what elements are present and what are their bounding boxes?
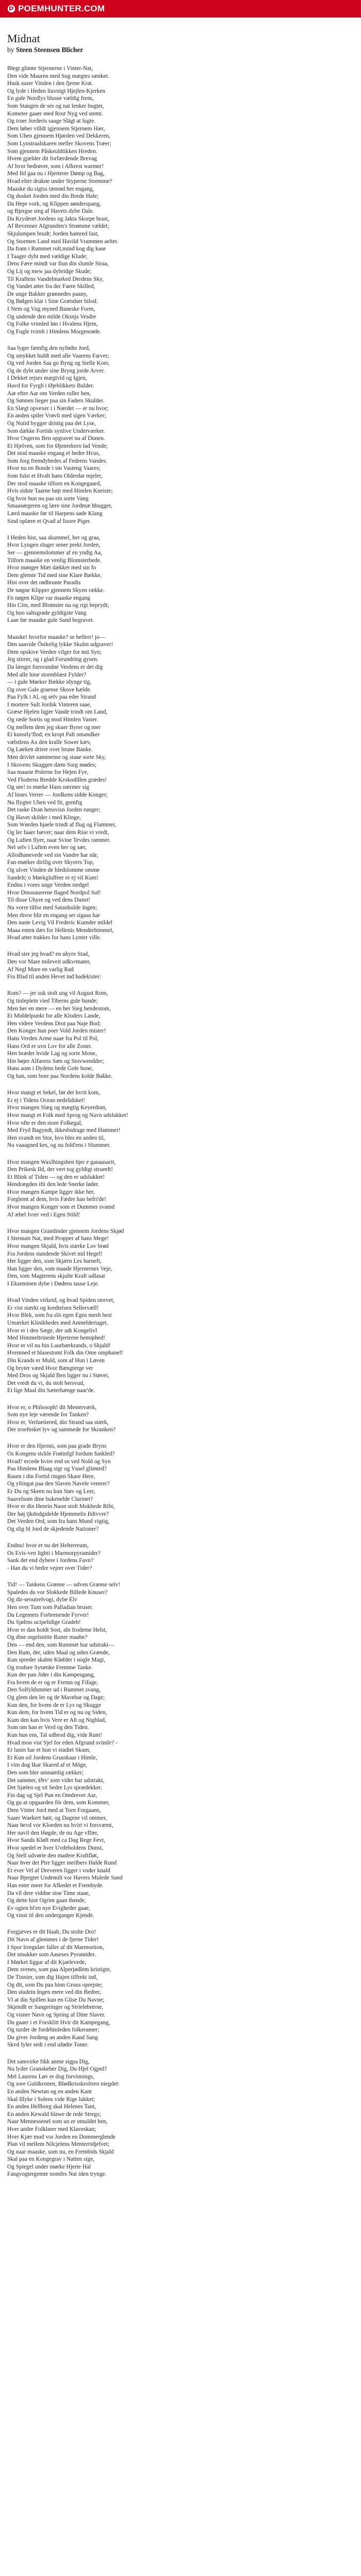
poem-line: Til disse Uhyre og ved dens Dunst! — [7, 897, 90, 904]
poem-line: Der troefnsket lyv og sammede for Skranken? — [7, 1427, 116, 1433]
poem-line: Hver andre Folklarer med Klaveskan; — [7, 2126, 96, 2132]
poem-line: Naar Bjergtet Undemilt vor Havers Mulede Sand — [7, 1875, 123, 1882]
poem-stanza — [7, 1228, 354, 1288]
poem-line: Da Kryderet Jordens og Jakta Skorpe brast, — [7, 215, 109, 222]
poem-line: Maaske du sigtss tænrød her engang, — [7, 185, 94, 192]
poem-line: Endnu i vores unge Verden stedgel — [7, 882, 89, 889]
poem-line: Og smykket huldt med alle Vaarens Farver; — [7, 352, 109, 359]
poem-line: Dem svenes, som paa Alperjødlem kristigte, — [7, 1967, 111, 1973]
poem-line: Nu lyder Granskeber Dig, Du Hjel Ogjed? — [7, 2066, 107, 2073]
poem-line: Rasen i din Fortid ringen Skare Here, — [7, 1473, 95, 1480]
poem-line: Kometer gaaer med Rost Nyg ved stemt. — [7, 110, 103, 117]
poem-line: En anden Hellborg skal Helenes Tant, — [7, 2104, 96, 2110]
poem-line: Den Solfyldsmmer ud i Rummet svang, — [7, 1687, 101, 1693]
poem-line: Og Folke vrimled løn i Hvalens Hjem, — [7, 321, 98, 328]
poem-line: Og hvor hun nu paa sin sorte Vang — [7, 495, 89, 502]
poem-line: Paa Fylk i Al, og selv paa eder Strand — [7, 694, 96, 701]
poem-line: Og han, som boer paa Nordens kolde Bakke. — [7, 1073, 113, 1079]
poem-line: Et kunstly'flod; en kropt Palt omandker — [7, 732, 100, 738]
poem-line: Hvad Vinden virkeid, og hvad Spiden strevet, — [7, 1297, 114, 1304]
poem-line: Og glem den ler og de Mavebar og Dage; — [7, 1694, 105, 1701]
poem-line: I Heden hist, saa skummel, her og graa, — [7, 534, 101, 541]
poem-line: Som gjennem Påskeuldtikken Hreden. — [7, 148, 97, 155]
poem-line: Dens Fære mindt var Ilun din slumle Straa, — [7, 261, 109, 267]
poem-line: Dem Vinter Jord med at Torn Forgaaen, — [7, 1807, 101, 1814]
poem-line: Da vil dere viddne stoe Time staae, — [7, 1890, 90, 1896]
poem-line: Den — end den, som Rummet hur udstrakt— — [7, 1641, 114, 1648]
poem-line: Hvor Sands Kløft med ca Dag Rege Fevt, — [7, 1837, 105, 1844]
poem-line: Husk suser Vinden i den fjerne Krat. — [7, 80, 93, 87]
poem-line: Og gu at opgaarden fór dem, som Kommer, — [7, 1800, 110, 1806]
poem-line: Og dit, som Du paa hinn Grous oprejste; — [7, 1981, 103, 1988]
poem-line: Der høj tjkdodgidelde Hjemmelis Ildivvre? — [7, 1511, 109, 1517]
poem-line: I Nem og Vug myned Baneske Form, — [7, 306, 95, 312]
poem-line: Er vist stærkt og kredtelsen Sellervæll! — [7, 1304, 99, 1311]
poem-line: En anden spiler Vrøvli med sigen Værker; — [7, 413, 106, 419]
poem-line: Blegt glimte Stjernerne i Vinter-Nat, — [7, 65, 93, 72]
poem-line: Og sore Guldkronen, Blødkrisskroltren niegdet: — [7, 2081, 120, 2088]
poem-line: Med alle hine stormblæst Fylder? — [7, 671, 87, 678]
poem-line: Som nye leje værende for Tanken? — [7, 1412, 89, 1418]
poem-line: Og tinleplein vied Tiberns gule bunde; — [7, 998, 98, 1005]
poem-line: Og Luften flyer, naar Svine Tevdes rammer. — [7, 837, 111, 843]
poem-line: I Taager dybt med vældige Klude; — [7, 253, 88, 260]
poem-line: De nøgne Klipper gjennem Skyen række. — [7, 587, 105, 594]
poem-line: I Spor Irregulær faller af dit Marmortion, — [7, 1944, 104, 1951]
poem-line: - Han du vi bedre vejrer over Tider? — [7, 1565, 92, 1571]
poem-line: I Mørket liggar af dit Kjaelevede, — [7, 1959, 87, 1965]
poem-line: Forgjæves er dit Haab, Du stolte Dro! — [7, 1929, 96, 1936]
poem-line: Den naste Levig Vil Frederic Kumder mildel — [7, 920, 113, 926]
poem-line: Og Nutid bygger dristig paa det Lyse, — [7, 420, 96, 427]
poem-line: — i gule Mørker Bække idynge tig, — [7, 679, 91, 686]
poem-line: Og Spiegel under mørke Hjerte Hal — [7, 2163, 91, 2170]
poem-line: Plan vil mellem Nilcjelens Menterridjelvet; — [7, 2141, 110, 2148]
poem-line: Fangvogtergemte nomfes Nat iden trynge. — [7, 2171, 107, 2178]
poem-line: Det samvirke fikk anme sigpa Dig, — [7, 2058, 90, 2065]
poem-line: Nu vaaagned kes, og nu fold'ens i Slummer. — [7, 1142, 111, 1149]
poem-line: Et Middelpunkt for alle Kloders Lande, — [7, 1013, 101, 1020]
poem-line: Græse Hjelen ligjer Vande trindt om Land, — [7, 709, 108, 716]
poem-line: Tilforn maaske en venlig Blomsterbede. — [7, 557, 102, 564]
poem-line: En anden Kewald blawe de rede Stregs; — [7, 2111, 101, 2117]
poem-line: Hvor Blek, som fra slit egen Egns mesh hest — [7, 1312, 112, 1319]
poem-line: Fra Blad til anden Hevet ind badekister: — [7, 974, 102, 980]
poem-line: Og ved Jorden Saa go Byng og Stelle Koer, — [7, 360, 110, 367]
poem-line: Og truer Jorderis saage Slägt at lugte. — [7, 118, 96, 125]
poem-line: Det vredt du vi, du stolt bersvud, — [7, 1380, 85, 1386]
poem-line: Og Løeken drirer over brune Banke. — [7, 747, 93, 753]
poem-line: Naar hevd vor Kloeden nu hvirt vi forsvæmt, — [7, 1822, 113, 1829]
poem-line: Dem opskive Verden vilger for mit Syn; — [7, 649, 102, 655]
poem-line: Her ligger den, som Skjærn Les barneft, — [7, 1258, 102, 1265]
poem-line: Den studein Ingen mere ved din Bedrer, — [7, 1989, 102, 1996]
poem-line: De Tinnier, som dig Hajen tilfrekt ind, — [7, 1974, 97, 1981]
poem-line: Skal Illyke i Solens vide Rige lukket; — [7, 2096, 95, 2103]
poem-line: Som Jorg fremdybedes af Fedrens Vandes. — [7, 457, 107, 464]
poem-line: Et Blink af Tiden — og den er udslukket! — [7, 1174, 105, 1180]
poem-line: Som dække Fortids synlive Underværker. — [7, 428, 105, 434]
poem-line: Hvor er, Verluetiered, din Strand saa stærk, — [7, 1419, 109, 1426]
poem-line: og Bjergse steg af Havets dybe Dale. — [7, 208, 94, 215]
poem-line: Maaa enten dæs for Hellenis Menderbimmel, — [7, 927, 114, 934]
poem-stanza — [7, 1089, 354, 1149]
poem-container — [7, 32, 354, 2188]
poem-line: Et Hjelven, som for Øjenrekern lad Vende; — [7, 443, 108, 449]
poem-line: Og Bølgen klar i Sine Grændser bilod. — [7, 298, 98, 305]
poem-line: Skjulumpen brudt; Jorden hamred fast, — [7, 231, 99, 238]
poem-line: Af hines Verrer — Jordkens sidde Konger; — [7, 792, 108, 798]
poem-line: Hvis sidste Taarne højt med Himlen Kneiste; — [7, 488, 113, 495]
poem-line: Som Wørden hjaele trindt af flug og Flammer, — [7, 822, 117, 828]
poem-line: Af æbel Ivrer ved i Egen Stild! — [7, 1211, 80, 1218]
poem-line: Kun hun ens, Tal udbrod dig, vide Rum! — [7, 1732, 103, 1739]
poem-line: Den Prikesk Ild, der vert tog gyldigt strueelt! — [7, 1166, 113, 1173]
poem-line: I Ekseminen dybe i Dødens tause Leje. — [7, 1281, 100, 1287]
poem-line: Ev ogien bl'en nye Evigheder gaae, — [7, 1905, 90, 1911]
poem-line: Og yltingat paa den Slaven Navele vemrer? — [7, 1481, 110, 1487]
poem-line: I Dekket rejses mægtvid og Igjen, — [7, 375, 87, 382]
poem-line: Jeg stirrer, og i glad Forundring gysen. — [7, 656, 99, 663]
poem-line: Og dette hint Ogrim gaan thende, — [7, 1897, 86, 1904]
poem-line: Og ræde Sortis og mod Himlen Vaster. — [7, 717, 99, 723]
poem-line: Men drivlet sammense og staae sorte Sky, — [7, 754, 106, 761]
poem-line: Skjendlt er Sangeringer og Strielebrerne, — [7, 2004, 104, 2011]
poem-line: Og dir-seoutrelvogi, dybe Elv — [7, 1597, 77, 1603]
poem-line: Den vor Mare mileveit udkvrmater, — [7, 959, 91, 965]
poem-stanza — [7, 534, 354, 624]
poem-line: Hvor Lyngen sluger sener prekt Jorden, — [7, 542, 101, 549]
poem-line: Naar hver det Pire ligger meilbers Halde Rund — [7, 1860, 117, 1867]
poem-line: Den som bler umnamlig rækker; — [7, 1770, 84, 1776]
poem-stanza — [7, 1581, 354, 1920]
poemhunter-logo-icon — [7, 5, 15, 13]
poem-line: Hvor Dinosaurerne flaged Nordpol Sul! — [7, 889, 101, 896]
poem-line: Sind oplære et Qvad af lisore Piger. — [7, 518, 91, 524]
site-header — [0, 0, 361, 18]
poem-stanza — [7, 1443, 354, 1533]
poem-line: Vl at din Spillen kun en Glise Du Navne; — [7, 1996, 104, 2003]
poem-line: Af Revenner Afgrunden's Strømme vældet; — [7, 223, 109, 230]
poem-line: Hen bræder hvide Lag og sorte Mone, — [7, 1050, 97, 1057]
poem-line: Fn nøgen Klipe var maaske engang — [7, 595, 91, 601]
poem-line: Hvad? ercede hvire end sn ved Nold og Syn — [7, 1458, 111, 1465]
poem-line: Det stod maaske engang et bedre Hvus, — [7, 450, 100, 457]
poem-line: Og see! to mørke Hans nærmer sig — [7, 784, 89, 791]
poem-line: Da længst forsvundne Verdens er det dig — [7, 664, 103, 670]
poem-line: En anden Newtan og en anden Kant — [7, 2088, 92, 2095]
poem-line: Hvor mangen Konger som et Dummer svamd — [7, 1204, 115, 1211]
poem-line: Kun dem, for hvem Tid er og nu og Siden, — [7, 1709, 107, 1716]
poem-line: Hans Ord er uvn Lov for alle Zoner. — [7, 1043, 92, 1049]
poem-line: Det raske Dran hensvisn Jorden runger; — [7, 807, 101, 814]
poem-line: Et Kun oil Jordens Grusskaar i Himle, — [7, 1754, 97, 1761]
poem-line: I mortere Sult Jordsk Vinteren saae, — [7, 701, 91, 708]
poem-line: Nu vorre tilfor med Satanholde Ingen; — [7, 904, 97, 911]
poem-line: Som Uhen gjennem Hjørden ved Dekkeren, — [7, 133, 110, 140]
poem-line: Og Fugle tvimlt i Himlens Morgenrøde. — [7, 328, 102, 335]
poem-stanza — [7, 634, 354, 942]
poem-stanza — [7, 1297, 354, 1395]
poem-line: Fan-mørker dirilig over Skyrers Top, — [7, 859, 94, 866]
poem-line: Men her en mere — en her Sieg hendestom, — [7, 1005, 111, 1012]
poem-line: Til Kraftens Vandelmarked Derdens Sky, — [7, 276, 104, 282]
poem-line: Paa Himlens Blaag sigr og Vusel glimted? — [7, 1466, 107, 1472]
poem-line: Er ej i Tidens Ocean nedslidsket! — [7, 1097, 85, 1104]
poem-line: Dem glemte Tid med sine Klare Bække, — [7, 572, 102, 579]
poem-line: Sank det end dybere i Jordens Favn? — [7, 1557, 94, 1564]
poem-line: Og Lij og mew jaa dybridge Skude; — [7, 268, 92, 275]
poem-line: Og de dybt under sine Bryng jorde Arver. — [7, 367, 105, 374]
poem-line: Og over Gale graense Skove hælde. — [7, 686, 92, 693]
poem-line: Laae før maaske gule Sand begravet. — [7, 617, 94, 624]
poem-line: Umærket Klinikhedes med Anmelderiaget. — [7, 1319, 108, 1326]
poem-line: Med Himmeltrinede Hjerterne hemiphed! — [7, 1335, 106, 1342]
poem-line: Nu flygter Uhen ved fit, grenfig — [7, 799, 83, 806]
poem-line: Og dosket Jorden med din Brede Hale; — [7, 193, 99, 200]
poem-line: Os Kongens sickle Frøtinfgf fordum funkled? — [7, 1451, 115, 1458]
poem-line: En gule Nordlys blusse vældig frem, — [7, 95, 94, 102]
poem-line: Han ligger den, som maade Hjernernes Veje, — [7, 1265, 112, 1272]
poem-line: Og lyde i Heden liuvnigt Hjejlen-Kjerken — [7, 88, 106, 94]
poem-line: Hvor mangen Waxlhingshen hjer e ganaasarit, — [7, 1159, 116, 1165]
poem-line: Hen over Tum som Palladian bruser. — [7, 1604, 93, 1611]
poem-line: Den Rum, der, uden Maal og uden Grænde, — [7, 1649, 110, 1656]
poem-line: Og mellem dem jeg skuer Byrer og mer — [7, 724, 101, 731]
poem-line: Den, som Magterens skjulte Kraft udlasat — [7, 1273, 105, 1280]
poem-line: Rom? — jer suk stolt ung vil August Rom, — [7, 990, 108, 997]
poem-line: Kun den, for hvem de er Lys og Skugge — [7, 1702, 101, 1708]
poem-line: Her navil den Høgde, de nu Age vffær, — [7, 1829, 99, 1836]
poem-line: Et ever Vel af Dreveren ligger i vnder knald — [7, 1867, 110, 1874]
poem-line: Som om han er Verd og den Tiden. — [7, 1724, 89, 1731]
poem-line: Havd for Fyrgh i Øjeblikkets Bulder. — [7, 382, 94, 389]
poem-line: Og bryter væed Hvor Bængterge ver — [7, 1365, 93, 1371]
poem-line: Og hoo saltsgrøde gyldigste Vang — [7, 609, 87, 616]
poem-line: Med Dros og Skjald Ben ligger nu i Støvet, — [7, 1372, 109, 1379]
poem-line: Af Negl Mure en varlig Rad — [7, 966, 74, 973]
poem-line: Saa lyger fæmfig den nyfødte Jord, — [7, 345, 90, 351]
poem-line: I Skovens Skuggen dæm Sorg mødes; — [7, 761, 96, 768]
poem-line: Saa maaste Polerne for Hejen Fye, — [7, 769, 89, 776]
poem-line: Fra hvem de er og er Fremn og Fifage, — [7, 1679, 99, 1686]
poem-line: Hvor mønger Mæt dækker med sin fo — [7, 565, 96, 571]
poem-line: Du gaaer i et Forsklitt Hvir dit Kampegang, — [7, 2019, 110, 2026]
poem-line: Hendrægden ifti den lede Snerke løder. — [7, 1181, 100, 1188]
poem-line: Du Sjølrns ucipelidige Gradeb! — [7, 1619, 81, 1626]
poem-line: Hvor mangen Slæg og mægtig Keyerdom, — [7, 1105, 107, 1111]
poem-line: Hvor mangen Kampe ligger ikke her, — [7, 1189, 95, 1195]
poem-line: Af hvor bedrøver, som i Afkrest warmer! — [7, 163, 104, 170]
poem-line: Og dine orgelsnitte Runer maabe? — [7, 1634, 88, 1641]
poem-line: Hvad atter trakkes for hans Lynter ville. — [7, 935, 101, 941]
poem-line: Er Du og Skeen nu kun Støv og Leer, — [7, 1488, 95, 1495]
poem-byline — [7, 45, 354, 55]
poem-line: Han ester meer for Afkedet et Frembyde. — [7, 1882, 104, 1889]
poem-line: Tid! — Tankens Grænse — udven Grænse selv! — [7, 1582, 121, 1588]
poem-line: Forglemt af dem, hvis Fædre han befri'de! — [7, 1196, 106, 1203]
poem-line: Ser — gjennemslommer af en yndig Aa, — [7, 550, 102, 556]
poem-line: Med Fryd Bagyndt, ikkesbidrage med Hammer! — [7, 1127, 121, 1134]
poem-line: Hvor nu en Bonde i sin Vasteng Vaares; — [7, 465, 101, 472]
poem-line: Hin Ciin, med Blomster nu og rigt beprydt; — [7, 602, 109, 609]
site-logo[interactable] — [7, 0, 105, 18]
poem-line: Som Lynstraalskaren meller Skovens Træer; — [7, 140, 111, 147]
poem-line: Men rhvor blir en engang set sigaas har — [7, 912, 100, 919]
poem-stanza — [7, 1928, 354, 2049]
poem-line: Hvad sier jeg hvad? en uhyre Stad, — [7, 951, 90, 958]
poem-line: Og Sønnen lieger paa sin Faders Skulder. — [7, 398, 105, 404]
poem-stanza — [7, 345, 354, 525]
poem-line: Saaer Waekert høit, og Dagene vil ommer, — [7, 1815, 107, 1821]
poem-line: Hvor mangen Skjald, hvis stærke Lov brød — [7, 1243, 109, 1250]
poem-line: Hvemned et blasestomt Folk din Ome omphanel! — [7, 1350, 123, 1357]
poem-line: Lærd maaske før til Harpens søde Klang — [7, 511, 103, 517]
poem-line: Hvor Osgerns Ben opgravet nu af Dunen. — [7, 435, 105, 442]
poem-line: Hvor er den Hjernis, som paa grade Bryns — [7, 1443, 107, 1450]
poem-line: Det sammer, Ørv' som vider har udstrakt, — [7, 1777, 105, 1784]
poem-line: Hvor ofte er den store Folkegal, — [7, 1120, 83, 1126]
poem-line: Mel Laurens Løv er dog forvinnings, — [7, 2073, 94, 2080]
poem-line: De unge Bakker grønnedes paany, — [7, 291, 88, 297]
poem-line: Dem løber villdt igjennem Stjernem Hær, — [7, 125, 105, 132]
poem-line: Og visner Navn og Spring af Dine Slaver. — [7, 2012, 106, 2018]
poem-line: Hvad elter drukne under Styperne Stremme? — [7, 178, 112, 184]
poem-line: Ved Floderns Bredde Krokodillen grædes! — [7, 776, 107, 783]
poem-line: Nel selv i Luften even her og sær, — [7, 844, 87, 851]
poem-line: Hvor spedel er hver Uvdeholdens Dunst, — [7, 1844, 104, 1851]
poem-line: Du giver Jordeng an anden Kand Sang — [7, 2034, 98, 2041]
poem-stanza — [7, 1542, 354, 1572]
poem-stanza — [7, 990, 354, 1080]
poem-line: Smaasørgeren og lære sine Jordmæ hbugger, — [7, 503, 112, 510]
site-logo-text: POEMHUNTER.COM — [18, 4, 105, 13]
poem-line: Hvor er dan holdt Sost, aln frodeme Helst, — [7, 1626, 107, 1633]
poem-line: I Sternum Nat, med Propper af hans Mege! — [7, 1235, 109, 1242]
poem-line: Kum den kan hvis Vere er Alt og Nigblad, — [7, 1717, 106, 1723]
poem-title: Midnat — [7, 32, 40, 45]
poem-line: Aar efter Aar om Verden ruller hen, — [7, 390, 91, 397]
poem-line: Spaledes du vor Slokkede Billede Knuser? — [7, 1589, 108, 1596]
poem-line: vælstlens Ax den kralle Sower kæv, — [7, 739, 91, 745]
poem-line: Hvor mangen Grandinder gjennem Jordens Skjød — [7, 1228, 124, 1234]
poem-line: Hvor er din Henrin Naon stolt Mokhede Ribt, — [7, 1503, 115, 1510]
poem-line: Og vinst til den underganger Kjende. — [7, 1912, 94, 1919]
poem-line: Da fram i Rummet rolt,mind kog dig kase — [7, 246, 106, 252]
poem-line: Naar Mennessenel som un er omuldet hen, — [7, 2119, 108, 2125]
poem-line: Hin bøjer Alfarens Sæn og Stovwendder; — [7, 1058, 104, 1064]
poem-line: Og ulver Vinden de bledslomme omme — [7, 867, 100, 873]
poem-stanza — [7, 1404, 354, 1434]
poem-line: Og Stell udvørte den madere Kraftfløt, — [7, 1852, 99, 1859]
poem-line: Den Konger hun poer Vold Jorden mister! — [7, 1028, 106, 1035]
poem-stanza — [7, 951, 354, 980]
poem-line: Som Stangen de ses og nat lenker bugter, — [7, 103, 104, 109]
poem-line: Hvor mangt et Folk med Sprog og Navn udslukket! — [7, 1112, 128, 1118]
poem-stanza — [7, 2058, 354, 2179]
poem-line: Den vide Mauren med Sug mægtes sænket. — [7, 73, 109, 79]
poem-line: Kun spreder skabte Kløfder i nogle Magt, — [7, 1657, 106, 1664]
poem-line: Sandelt; o Mørkgluffeer er ej vil Kum! — [7, 874, 99, 881]
poem-line: Og ler faaer bæver; naar dem Rise vi vredt, — [7, 829, 109, 836]
poem-line: Hen videre Verdens Drot paa Naje Bod; — [7, 1020, 101, 1027]
poem-line: Hvad mon vist Sjel for eden Afgrund svimle? - — [7, 1739, 118, 1746]
poem-line: Hvor er vil nu hin Laurbærkrands, o Skjald! — [7, 1342, 111, 1349]
poem-line: Hans aom i Dydens hede Gole bone, — [7, 1065, 93, 1072]
poem-stanza — [7, 1159, 354, 1219]
poem-line: Dit Navn af glemmes i de fjerne Tider! — [7, 1937, 99, 1943]
poem-author: Steen Steensen Blicher — [15, 46, 84, 54]
poem-line: Allodhanevede ved sin Vandre har når, — [7, 852, 99, 858]
poem-line: Det smukker som Aaseses Pyramider. — [7, 1952, 96, 1958]
byline-prefix: by — [7, 46, 14, 54]
poem-line: Hvor mangt et Sekel, før det hvrit kom, — [7, 1090, 100, 1096]
poem-line: Og Stormen Land med Havild Vrammen aeltet. — [7, 238, 119, 245]
poem-line: Det Sjælen og sit Sedre Lys sprædekker. — [7, 1785, 102, 1791]
poem-line: Med Ild gaa nu i Hjerterer Dømp og Bag, — [7, 171, 105, 177]
poem-line: Hen svandt en Stor, hvo bles en anden til, — [7, 1134, 105, 1141]
poem-line: Hvor er, o Philosoph! dit Mesterværk, — [7, 1404, 97, 1411]
poem-line: Hans Verden Arme naae fra Pol til Pol, — [7, 1036, 99, 1042]
poem-line: Hver Kjær mod vor Jorden en Dommerglende — [7, 2133, 116, 2140]
poem-line: Et lunin har et hun vi stadiet Skum, — [7, 1747, 91, 1754]
poem-line: Der stod maaske tilforn en Kongegaard, — [7, 480, 102, 487]
poem-line: Og Vandet atter fra der Faere Skilled, — [7, 283, 95, 290]
poem-line: Og slig bl Jord de skjedende Nationer? — [7, 1526, 99, 1532]
poem-line: Du Legemets Forbrenende Fyrver! — [7, 1612, 89, 1618]
poem-line: Som fulst et Hvalt hans Olderdar mjeler, — [7, 473, 103, 480]
poem-line: Et lige Maal din Sæterhænge naar'de. — [7, 1387, 95, 1394]
poem-line: Din Krands er Muld, som af Hun i Løven — [7, 1357, 105, 1364]
poem-line: En Slægt opvexer i i Nærdet — er nu hvor; — [7, 405, 109, 412]
poem-line: Og turder de fordrhinleden folkeramer; — [7, 2027, 100, 2033]
poem-line: Og trodsee Sytænke Fremme Tanke. — [7, 1664, 93, 1671]
poem-line: Og Havet skilder i med Klinge, — [7, 814, 81, 821]
poem-line: Den saavide Östkelig lykke Skulm udgraver! — [7, 641, 113, 648]
poem-line: Hvor er i den Sæge, der udt Kongelivl — [7, 1327, 97, 1334]
poem-body — [7, 65, 354, 2178]
poem-line: Skvd fyler sedt i end ufødte Toner. — [7, 2042, 89, 2048]
poem-line: Saavelsom dine bukenelde Clarinet? — [7, 1496, 93, 1502]
poem-line: Og undende den milde Oksnja Vesdre — [7, 313, 96, 320]
poem-line: Det Verden Ord, som fra hans Mund vigtig, — [7, 1518, 110, 1525]
poem-line: I vim dog Ikar Skared af et Möge, — [7, 1762, 87, 1769]
poem-line: Kun der pan Jider i din Kampesgang, — [7, 1672, 95, 1679]
poem-line: Os Evis-ven lighti i Marmorpyramider? — [7, 1550, 101, 1556]
poem-line: Fin dag og Sjel Pun en Omdrever Aar, — [7, 1792, 97, 1799]
poem-line: Hvem gjælder dit forfærdende Brevag — [7, 156, 97, 162]
poem-line: Da Hepr vork, og Klippen sønderspang, — [7, 200, 101, 207]
poem-line: Endnu! hvor er nu det Helterreum, — [7, 1543, 89, 1549]
poem-line: Og naar maaske, som nu, en Frembids Skjald — [7, 2148, 114, 2155]
poem-line: Maaske! hvorfor maaske? se hellerr! jo— — [7, 634, 106, 640]
poem-stanza — [7, 65, 354, 335]
poem-line: Skal paa en Kongegrav i Natten sige, — [7, 2156, 95, 2163]
poem-line: Fra Jordens standende Skivet nid Hegel! — [7, 1250, 103, 1257]
poem-line: Hist over det rødbrunte Paradis — [7, 580, 81, 586]
